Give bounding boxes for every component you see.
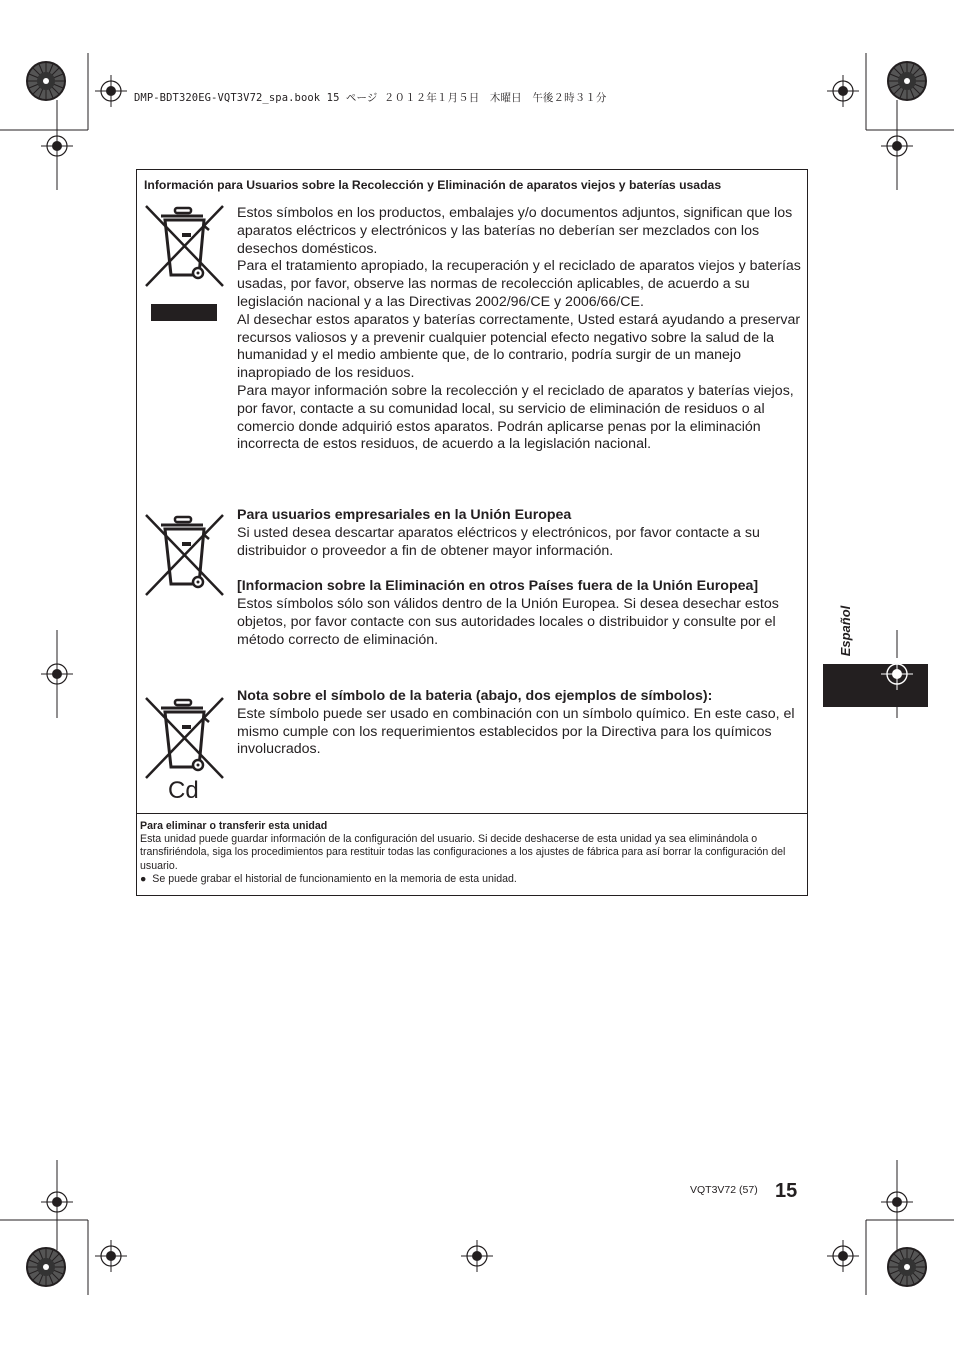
- paragraph: Al desechar estos aparatos y baterías correctamente, Usted estará ayudando a preservar recursos valiosos y a prevenir cualquier potencial efecto negativo sobre la salud de la humanidad y el medio ambiente que, de lo contrario, podría surgir de un manejo inapropiado de los residuos.: [237, 311, 801, 382]
- paragraph: Si usted desea descartar aparatos eléctricos y electrónicos, por favor contacte a su distribuidor o proveedor a fin de obtener mayor información.: [237, 524, 760, 559]
- crossed-out-wheelie-bin-icon: [143, 695, 227, 785]
- section-title: Información para Usuarios sobre la Recolección y Eliminación de aparatos viejos y baterías usadas: [144, 178, 722, 192]
- file-header: DMP-BDT320EG-VQT3V72_spa.book 15 ページ ２０１２年１月５日 木曜日 午後２時３１分: [134, 92, 607, 104]
- outside-eu-heading: [Informacion sobre la Eliminación en otros Países fuera de la Unión Europea]: [237, 578, 759, 595]
- paragraph: Para mayor información sobre la recolección y el reciclado de aparatos y baterías viejos, por favor, contacte a su comunidad local, su servicio de eliminación de residuos o al comercio donde adquirió estos aparatos. Podrán aplicarse penas por la eliminación incorrecta de estos residuos, de acuerdo a la legislación nacional.: [237, 382, 794, 453]
- bullet-icon: ●: [140, 872, 147, 885]
- paragraph: Estos símbolos en los productos, embalajes y/o documentos adjuntos, significan que los aparatos eléctricos y electrónicos y las baterías no deberían ser mezclados con los desechos domésticos.: [237, 205, 793, 257]
- transfer-unit-text: Esta unidad puede guardar información de la configuración del usuario. Si decide deshacerse de esta unidad ya sea eliminándola o transfiriéndola, siga los procedimientos para restituir todas las configuraciones a los ajustes de fábrica para así borrar la configuración del usuario.: [140, 833, 786, 872]
- paragraph: Para el tratamiento apropiado, la recuperación y el reciclado de aparatos viejos y baterías usadas, por favor, observe las normas de recolección aplicables, de acuerdo a su legislación nacional y a las Directivas 2002/96/CE y 2006/66/CE.: [237, 258, 801, 310]
- registration-mark-icon: [877, 654, 917, 694]
- section3-text: [237, 688, 803, 759]
- business-users-heading: Para usuarios empresariales en la Unión Europea: [237, 507, 572, 523]
- crossed-out-wheelie-bin-icon: [143, 512, 227, 602]
- paragraph: Este símbolo puede ser usado en combinación con un símbolo químico. En este caso, el mismo cumple con los requerimientos establecidos por la Directiva para los químicos involucrados.: [237, 705, 795, 758]
- language-label: Español: [838, 605, 853, 657]
- bullet-item: [140, 873, 804, 886]
- box-divider: [136, 813, 808, 814]
- bullet-text: Se puede grabar el historial de funcionamiento en la memoria de esta unidad.: [152, 872, 517, 885]
- spacer: [237, 560, 803, 578]
- black-bar-marking: [151, 304, 217, 321]
- page-number: 15: [775, 1180, 798, 1202]
- transfer-unit-note: [140, 820, 804, 886]
- transfer-unit-heading: Para eliminar o transferir esta unidad: [140, 820, 328, 832]
- chemical-symbol: Cd: [168, 777, 199, 804]
- paragraph: Estos símbolos sólo son válidos dentro de la Unión Europea. Si desea desechar estos objetos, por favor contacte con sus autoridades locales o distribuidor y consulte por el método correcto de eliminación.: [237, 595, 779, 648]
- section1-text: [237, 205, 803, 454]
- crossed-out-wheelie-bin-icon: [143, 203, 227, 293]
- section2-text: [237, 507, 803, 649]
- battery-symbol-heading: Nota sobre el símbolo de la bateria (abajo, dos ejemplos de símbolos):: [237, 688, 713, 704]
- document-code: VQT3V72 (57): [690, 1184, 758, 1196]
